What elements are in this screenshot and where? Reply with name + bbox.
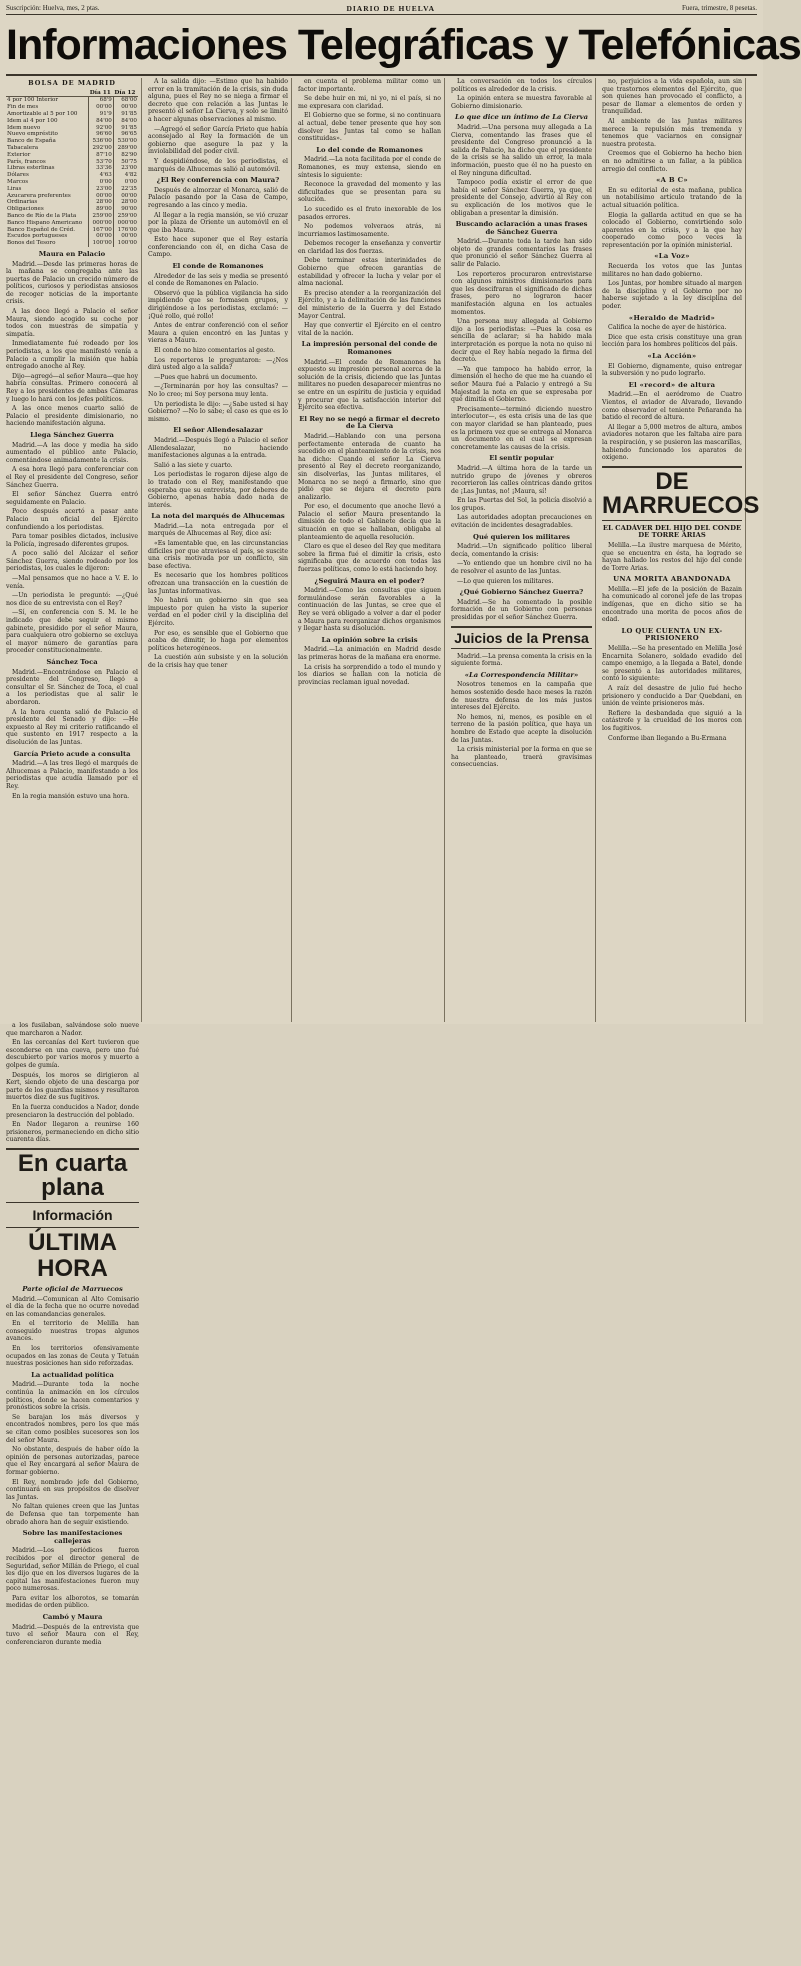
paragraph: Dijo—agregó—al señor Maura—que hoy habría consultas. Primero conocerá al Rey a los presidentes de ambas Cámaras y luego lo hará con los jefes políticos. (6, 372, 138, 403)
paragraph: Los reporteros procuraron entrevistarse con algunos ministros dimisionarios para que les descifraran el significado de dichas frases, pero no lograron hacer manifestación alguna en los actuales momentos. (451, 270, 592, 316)
paragraph: Madrid.—Se ha comentado la posible formación de un Gobierno con personas presididas por el señor Sánchez Guerra. (451, 598, 592, 621)
bolsa-row-label: Banco Español de Créd. (7, 226, 76, 233)
paragraph: Madrid.—La animación en Madrid desde las primeras horas de la mañana era enorme. (298, 646, 441, 661)
column-4 (451, 78, 596, 1022)
paragraph: —Sí, en conferencia con S. M. le he indicado que debe seguir el mismo gabinete, presidido por el señor Maura, para cualquiera otro gobierno se excluya el mayor número de garantías para proceder constitucionalmente. (6, 609, 138, 655)
bolsa-row-value: 000'00 (113, 220, 138, 227)
paragraph: Madrid.—En el aeródromo de Cuatro Vientos, el aviador de Alvarado, llevando como observador el teniente Peñaranda ha batido el record de altura. (602, 391, 742, 422)
paragraph: Es preciso atender a la reorganización del Ejército, y a la delimitación de las funciones del ministerio de la Guerra y del Estado Mayor Central. (298, 289, 441, 320)
paragraph: Melilla.—Se ha presentado en Melilla José Encarnita Solanero, soldado evadido del campo enemigo, a la llegada a Batel, donde se presentó a las autoridades militares, contó lo siguiente: (602, 645, 742, 683)
paragraph: Elogia la gallarda actitud en que se ha colocado el Gobierno, convirtiendo solo aparentes en la crisis, y a la que hay cooperado como poco veces la representación por la opinión ministerial. (602, 211, 742, 249)
paragraph: Un periodista le dijo: —¿Sabe usted si hay Gobierno? —No lo sabe; el caso es que es lo mismo. (148, 400, 288, 423)
paragraph: En la fuerza conducidos a Nador, donde presenciaron la destrucción del poblado. (6, 1103, 139, 1119)
bolsa-row-label: Obligaciones (7, 206, 44, 213)
bolsa-row-value: 530'00 (113, 138, 138, 145)
paragraph: La opinión entera se muestra favorable al Gobierno dimisionario. (451, 95, 592, 110)
paragraph: A las doce llegó a Palacio el señor Maura, siendo acogido su coche por todos con muestras de simpatía y simpatía. (6, 308, 138, 338)
column-5 (602, 78, 760, 1022)
bolsa-row-value: 33'36 (89, 165, 114, 172)
paragraph: Madrid.—Hablando con una persona perfectamente enterada de cuanto ha sucedido en el planteamiento de la crisis, nos ha dicho: Cuando el señor La Cierva presentó al Rey el decreto reorganizando, sin disolverlas, las Juntas militares, el Monarca no se negó a firmarlo, sino que pidió que se dejara el decreto para analizarlo. (298, 432, 441, 501)
informacion-heading: Información (32, 1206, 113, 1223)
paragraph: —Pues que habrá un documento. (154, 373, 258, 381)
bolsa-row-value: 28'00 (113, 199, 138, 206)
paragraph: Se barajan los más diversos y encontrados nombres, pero los que más se citan como posibles sucesores son los del señor Maura. (6, 1413, 139, 1444)
bolsa-row-value: 00'00 (113, 233, 138, 240)
section-heading: El sentir popular (489, 454, 554, 463)
bolsa-row (6, 118, 138, 125)
bolsa-row-value: 00'00 (113, 193, 138, 200)
bolsa-row-value: 91'9 (89, 111, 114, 118)
section-heading: El conde de Romanones (172, 262, 264, 271)
paragraph: Madrid.—La prensa comenta la crisis en la siguiente forma. (451, 652, 592, 668)
bolsa-row-value: 00'00 (89, 104, 114, 111)
paragraph: —Ya que tampoco ha habido error, la dimensión el hecho de que me ha cuando el señor Maura fué a Palacio y entregó a Su Majestad la nota en que se expresaba por qué dimitía el Gobierno. (451, 365, 592, 404)
section-heading: El «record» de altura (628, 380, 716, 389)
bolsa-row-value: 00'00 (89, 233, 114, 240)
bolsa-row-label: Banco de España (7, 138, 56, 145)
bolsa-row-value: 96'60 (89, 131, 114, 138)
subscription-local: Suscripción: Huelva, mes, 2 ptas. (6, 4, 100, 12)
paragraph: —Agregó el señor García Prieto que había aconsejado al Rey la formación de un gobierno que asegure la paz y la inviolabilidad del poder civil. (148, 125, 288, 156)
bolsa-row (6, 220, 138, 227)
bolsa-row-value: 289'00 (113, 145, 138, 152)
bolsa-row (6, 186, 138, 193)
section-heading: «Heraldo de Madrid» (628, 313, 716, 322)
paragraph: El señor Sánchez Guerra entró seguidamente en Palacio. (6, 491, 138, 506)
paragraph: La crisis ha sorprendido a todo el mundo y los diarios se hallan con la noticia de provincias reclaman igual novedad. (298, 663, 441, 686)
paragraph: Debemos recoger la enseñanza y convertir en claridad las dos fuerzas. (298, 240, 441, 255)
paragraph: Melilla.—La ilustre marquesa de Mérito, que se encuentra en ésta, ha logrado se hayan hallado los restos del hijo del conde de Torre Arias. (602, 541, 742, 572)
bolsa-row-value: 23'00 (89, 186, 114, 193)
bolsa-row-value: 92'00 (89, 125, 114, 132)
section-heading: La actualidad política (31, 1370, 114, 1379)
paragraph: A esa hora llegó para conferenciar con el Rey el presidente del Congreso, señor Sánchez Guerra. (6, 466, 138, 489)
paragraph: Los reporteros le preguntaron: —¿Nos dirá usted algo a la salida? (148, 356, 288, 372)
paragraph: —Lo que quieren los militares. (457, 577, 554, 585)
paragraph: Refiere la desbandada que siguió a la catástrofe y la crueldad de los moros con los fugitivos. (602, 709, 742, 732)
paragraph: En las cercanías del Kert tuvieron que esconderse en una cueva, pero uno fué descubierto por varios moros y muerto a golpes de gumía. (6, 1039, 139, 1069)
section-heading: ¿Seguirá Maura en el poder? (314, 576, 425, 585)
section-heading: La impresión personal del conde de Romanones (301, 340, 438, 356)
bolsa-row-value: 84'00 (113, 118, 138, 125)
paragraph: No obstante, después de haber oído la opinión de personas autorizadas, parece que el Rey encargará al señor Maura de formar gobierno. (6, 1446, 139, 1476)
paragraph: No podemos volveraos atrás, ni incurriamos lastimosamente. (298, 223, 441, 238)
bolsa-row-value: 00'00 (89, 193, 114, 200)
bolsa-row (6, 233, 138, 240)
bolsa-row-value: 000'00 (89, 220, 114, 227)
section-heading: Parte oficial de Marruecos (22, 1284, 123, 1293)
article-columns (6, 78, 760, 1646)
bolsa-row-value: 167'00 (89, 227, 114, 234)
section-heading: UNA MORITA ABANDONADA (613, 575, 731, 584)
section-heading: García Prieto acude a consulta (13, 749, 131, 758)
section-heading: El señor Allendesalazar (173, 426, 263, 435)
marruecos-subheading: EL CADÁVER DEL HIJO DEL CONDE DE TORRE ARIAS (602, 523, 742, 540)
paragraph: «Es lamentable que, en las circunstancias difíciles por que atraviesa el país, se suscite una crisis motivada por un conflicto, sin base efectiva. (148, 540, 288, 570)
paragraph: —Mal pensamos que no hace a V. E. lo venía. (6, 575, 138, 590)
bolsa-row-value: 23'00 (113, 165, 138, 172)
bolsa-header-cell: Día 11 (89, 90, 114, 97)
bolsa-row-label: Bonos del Tesoro (7, 240, 56, 247)
paragraph: Madrid.—Los periódicos fueron recibidos por el director general de Seguridad, señor Millán de Priego, el cual les dijo que en los diversos lugares de la capital las manifestaciones fueron muy poco numerosas. (6, 1547, 139, 1593)
paragraph: Madrid.—Desde las primeras horas de la mañana se congregaba ante las puertas de Palacio un crecido número de políticos, curiosos y periodistas ansiosos de recoger noticias de la importante crisis. (6, 260, 138, 306)
paragraph: El conde no hizo comentarios al gesto. (154, 347, 276, 354)
bolsa-row-label: París, francos (7, 158, 46, 165)
paragraph: Madrid.—Como las consultas que siguen formulándose serán favorables a la continuación de las Juntas, se cree que el Rey se verá obligado a volver a dar el poder a Maura para reorganizar dichos organismos y llegar hasta su disolución. (298, 587, 441, 633)
bolsa-row (6, 179, 138, 186)
bolsa-row-value: 96'65 (113, 131, 138, 138)
bolsa-row (6, 213, 138, 220)
bolsa-row-value: 4'63 (89, 172, 114, 179)
paragraph: —Un periodista le preguntó: —¿Qué nos dice de su entrevista con el Rey? (6, 592, 138, 607)
section-heading: El Rey no se negó a firmar el decreto de La Cierva (299, 414, 440, 431)
marruecos-heading: DE MARRUECOS (602, 467, 760, 519)
paragraph: Precisamente—terminó diciendo nuestro interlocutor—, es esta crisis una de las que con mayor claridad se han planteado, pues es la primera vez que se entrega al Monarca un documento en el cual se expresan concretamente las causas de la crisis. (451, 405, 592, 451)
bolsa-row-value: 259'00 (113, 213, 138, 220)
subscription-outside: Fuera, trimestre, 8 pesetas. (681, 4, 757, 12)
bolsa-row-value: 28'00 (89, 199, 114, 206)
press-reviews-heading: Juicios de la Prensa (451, 626, 592, 649)
column-1 (6, 78, 142, 1022)
bolsa-row-value: 90'00 (113, 206, 138, 213)
bolsa-row-label: Libras esterlinas (7, 165, 55, 172)
paragraph: La cuestión aún subsiste y en la solución de la crisis hay que tener (148, 654, 288, 669)
bolsa-row-label: Nuevo empréstito (7, 131, 58, 138)
bolsa-row (6, 97, 138, 104)
bolsa-row-value: 292'00 (89, 145, 114, 152)
paragraph: La crisis ministerial por la forma en que se ha planteado, traerá gravísimas consecuencias. (451, 746, 592, 769)
bolsa-row-value: 89'00 (89, 206, 114, 213)
bolsa-row-label: Tabacalera (7, 144, 39, 151)
paragraph: En la regia mansión estuvo una hora. (12, 792, 130, 800)
paragraph: Observó que la pública vigilancia ha sido impidiendo que se formasen grupos, y dirigiéndose a los periodistas, exclamó: —¡Qué rollo, qué rollo! (148, 289, 288, 320)
paragraph: Madrid.—Encontrándose en Palacio el presidente del Congreso, llegó a consultar el Sr. Sánchez de Toca, el cual a los periodistas que al salir le abordaron. (6, 668, 138, 706)
section-heading: La nota del marqués de Alhucemas (151, 512, 285, 521)
bolsa-row (6, 111, 138, 118)
bolsa-row-label: Amortizable al 5 por 100 (7, 110, 78, 117)
bolsa-row (6, 206, 138, 213)
paragraph: Madrid.—A las doce y media ha sido aumentado el público ante Palacio, comentándose animadamente la crisis. (6, 441, 138, 464)
bolsa-header-cell (6, 90, 89, 97)
bolsa-row-value: 82'90 (113, 152, 138, 159)
paragraph: Al ambiente de las Juntas militares merece la repulsión más tremenda y tenemos que vaciarnos en consignar nuestra protesta. (602, 117, 742, 148)
bolsa-row-label: Azucarera preferentes (7, 192, 71, 199)
paragraph: Tampoco podía existir el error de que había el señor Sánchez Guerra, ya que, el presidente del Consejo, advirtió al Rey con su explicación de los motivos que le obligaban a presentar la dimisión. (451, 179, 592, 217)
bolsa-row-label: 4 por 100 Interior (7, 97, 59, 104)
paragraph: no, perjuicios a la vida española, aun sin que trastornos elementos del Ejército, que son quienes han provocado el conflicto, a pesar de llamar a elementos de orden y tranquilidad. (602, 78, 742, 116)
masthead-strip (6, 2, 757, 15)
paragraph: No habrá un gobierno sin que sea impuesto por quien ha visto la superior verdad en el poder civil y la disciplina del Ejército. (148, 597, 288, 627)
paragraph: Dice que esta crisis constituye una gran lección para los hombres políticos del país. (602, 333, 742, 349)
paragraph: A la salida dijo: —Estimo que ha habido error en la tramitación de la crisis, sin duda alguna, pues el Rey no se niega a firmar el decreto que con relación a las Juntas le presentó el señor La Cierva, y solo se limitó a hacer algunas observaciones al mismo. (148, 78, 288, 123)
section-heading: «La Voz» (654, 252, 690, 261)
paragraph: —Yo entiendo que un hombre civil no ha de resolver el asunto de las Juntas. (451, 560, 592, 576)
newspaper-name: DIARIO DE HUELVA (346, 3, 435, 13)
bolsa-header-row (6, 90, 138, 97)
bolsa-row-label: Dólares (7, 172, 29, 179)
paragraph: Al llegar a la regia mansión, se vió cruzar por la plaza de Oriente un automóvil en el que iba Maura. (148, 211, 288, 234)
paragraph: A las once menos cuarto salió de Palacio el presidente dimisionario, no haciendo manifestación alguna. (6, 405, 138, 428)
bolsa-row-label: Exterior (7, 151, 31, 158)
bolsa-row-value: 176'00 (113, 227, 138, 234)
paragraph: En el territorio de Melilla han conseguido nuestras tropas algunos avances. (6, 1320, 139, 1343)
bolsa-row-value: 68'00 (113, 97, 138, 104)
column-6 (6, 1022, 142, 1966)
bolsa-row-value: 84'00 (89, 118, 114, 125)
bolsa-row-label: Idem nuevo (7, 124, 41, 131)
section-heading: Cambó y Maura (42, 1613, 103, 1622)
paragraph: Recuerda los votos que las Juntas militares no han dado gobierno. (602, 263, 742, 278)
paragraph: Por eso, el documento que anoche llevó a Palacio el señor Maura presentando la dimisión de todo el Gabinete decía que la situación en que se hallaban, obligaba al planteamiento de aquella resolución. (298, 503, 441, 541)
bolsa-row-label: Ordinarias (7, 199, 38, 206)
paragraph: El Gobierno que se forme, si no continuara al actual, debe tener presente que hoy son disolver las Juntas tal como se hallan constituidas». (298, 112, 441, 143)
bolsa-row-value: 0'00 (113, 179, 138, 186)
paragraph: Califica la noche de ayer de histórica. (608, 324, 727, 332)
paragraph: Conforme iban llegando a Bu-Ermana (608, 734, 727, 742)
paragraph: Al llegar a 5,000 metros de altura, ambos aviadores notaron que les faltaba aire para la respiración, y se pusieron las mascarillas, habiendo funcionado los aparatos de oxígeno. (602, 423, 742, 462)
bolsa-row-label: Banco Hispano Americano (7, 219, 83, 226)
bolsa-row (6, 240, 138, 247)
paragraph: Madrid.—Una persona muy allegada a La Cierva, comentando las frases que el presidente del Congreso pronunció a la salida de Palacio, ha dicho que el presidente de la crisis se ha salido un error, la mala información, puesto que él no ha puesto en el Rey ninguna dificultad. (451, 123, 592, 177)
paragraph: El Gobierno, dignamente, quiso entregar la subversión y no pudo lograrlo. (602, 362, 742, 378)
paragraph: Alrededor de las seis y media se presentó el conde de Romanones en Palacio. (148, 272, 288, 288)
paragraph: Claro es que el deseo del Rey que meditara sobre la firma fué el dimitir la crisis, esto significaba que de acuerdo con todas las fuerzas políticas, como lo está haciendo hoy. (298, 543, 441, 574)
bolsa-row-label: Fin de mes (7, 104, 39, 111)
paragraph: A la hora cuenta salió de Palacio el presidente del Senado y dijo: —He expuesto al Rey mi criterio ratificando el que sustento en 1917 respecto a la disolución de las Juntas. (6, 708, 138, 746)
column-3 (298, 78, 445, 1022)
main-headline: Informaciones Telegráficas y Telefónicas (6, 16, 757, 76)
bolsa-body (6, 97, 138, 247)
paragraph: No hemos, ni, menos, es posible en el terreno de la pasión política, que haya un hombre de Estado que acepte la disolución de las Juntas. (451, 713, 592, 744)
bolsa-row-label: Banco de Río de la Plata (7, 212, 77, 219)
section-heading: ¿Qué Gobierno Sánchez Guerra? (459, 588, 584, 597)
paragraph: Poco después acertó a pasar ante Palacio un oficial del Ejército confundiendo a los periodistas. (6, 508, 138, 531)
paragraph: Madrid.—Después de la entrevista que tuvo el señor Maura con el Rey, conferenciaron durante media (6, 1623, 139, 1646)
bolsa-table (6, 90, 138, 247)
bolsa-row (6, 227, 138, 234)
bolsa-row (6, 193, 138, 200)
bolsa-title: BOLSA DE MADRID (28, 79, 116, 87)
paragraph: Y despidiéndose, de los periodistas, el marqués de Alhucemas salió al automóvil. (148, 157, 288, 173)
paragraph: El Rey, nombrado jefe del Gobierno, continuará en sus propósitos de disolver las Juntas. (6, 1478, 139, 1501)
section-heading: «La Correspondencia Militar» (464, 670, 579, 679)
paragraph: Creemos que el Gobierno ha hecho bien en no admitirse a un fallar, a la pública arregio del conflicto. (602, 150, 742, 173)
section-heading: Sobre las manifestaciones callejeras (22, 1529, 123, 1545)
bolsa-row-label: Escudos portugueses (7, 233, 68, 240)
section-heading: LO QUE CUENTA UN EX-PRISIONERO (621, 626, 723, 643)
bolsa-row-value: 91'85 (113, 111, 138, 118)
bolsa-row-value: 00'00 (113, 104, 138, 111)
paragraph: Es necesario que los hombres políticos ofrezcan una transacción en la cuestión de las Juntas informativas. (148, 572, 288, 595)
bolsa-row-value: 4'82 (113, 172, 138, 179)
paragraph: Debe terminar estas interinidades de Gobierno que ofrecen garantías de estabilidad y ofrecer la lucha y velar por el alma nacional. (298, 257, 441, 288)
section-heading: Sánchez Toca (46, 658, 98, 667)
ultima-hora-heading: ÚLTIMA HORA (6, 1227, 139, 1282)
bolsa-header-cell: Día 12 (113, 90, 138, 97)
paragraph: a los fusilaban, salvándose solo nueve que marcharon a Nador. (6, 1022, 139, 1037)
section-heading: «La Acción» (647, 352, 697, 360)
section-heading: «A B C» (656, 176, 688, 185)
column-2 (148, 78, 292, 1022)
paragraph: En los territorios ofensivamente ocupados en las zonas de Ceuta y Tetuán nuestras posiciones han sido reforzadas. (6, 1345, 139, 1368)
bolsa-row-value: 50'75 (113, 159, 138, 166)
paragraph: Una persona muy allegada al Gobierno dijo a los periodistas: —Pues la cosa es sencilla de aclarar; si ha habido mala interpretación es porque la nota no quiso ni decir que el Rey había negado la firma del decreto. (451, 318, 592, 364)
bolsa-row (6, 104, 138, 111)
bolsa-row-value: 68'9 (89, 97, 114, 104)
bolsa-row-value: 536'00 (89, 138, 114, 145)
paragraph: Hay que convertir el Ejército en el centro vital de la nación. (298, 322, 441, 337)
paragraph: Madrid.—A las tres llegó el marqués de Alhucemas a Palacio, manifestando a los periodistas que acudía llamado por el Rey. (6, 760, 138, 790)
paragraph: Lo sucedido es el fruto inexorable de los pasados errores. (298, 205, 441, 221)
section-heading: ¿El Rey conferencia con Maura? (156, 176, 280, 185)
paragraph: La conversación en todos los círculos políticos es alrededor de la crisis. (451, 78, 592, 93)
section-heading: Lo que dice un íntimo de La Cierva (454, 113, 589, 122)
paragraph: Madrid.—El conde de Romanones ha expuesto su impresión personal acerca de la solución de la crisis, diciendo que las Juntas militares no pueden desaparecer mientras no se entre en un espíritu de justicia y equidad y procurar que la satisfacción interior del Ejército sea efectiva. (298, 358, 441, 412)
paragraph: Salió a las siete y cuarto. (154, 461, 233, 469)
paragraph: En las Puertas del Sol, la policía disolvió a los grupos. (451, 497, 592, 512)
cuarta-plana-heading: En cuarta plana (6, 1148, 139, 1203)
paragraph: Madrid.—Comunican al Alto Comisario el día de la fecha que no ocurre novedad en las comandancias generales. (6, 1295, 139, 1318)
bolsa-row-value: 100'00 (89, 240, 114, 247)
paragraph: Para tomar posibles dictados, inclusive la Policía, ingresado diferentes grupos. (6, 533, 138, 548)
bolsa-row-label: Idem al 4 por 100 (7, 117, 58, 124)
paragraph: Los Juntas, por hombre situado al margen de la disciplina y el Gobierno por no haberse sujetado a la ley disciplina del poder. (602, 280, 742, 311)
bolsa-row (6, 152, 138, 159)
bolsa-row (6, 159, 138, 166)
paragraph: Por eso, es sensible que el Gobierno que acaba de dimitir, lo haga por elementos políticos heterogéneos. (148, 629, 288, 652)
paragraph: Madrid.—Un significado político liberal decía, comentando la crisis: (451, 543, 592, 558)
bolsa-row-label: Marcos (7, 178, 29, 185)
bolsa-row-value: 53'70 (89, 159, 114, 166)
section-heading: Lo del conde de Romanones (316, 145, 423, 154)
bolsa-row-value: 100'00 (113, 240, 138, 247)
paragraph: en cuenta el problema militar como un factor importante. (298, 78, 441, 93)
paragraph: Después, los moros se dirigieron al Kert, siendo objeto de una descarga por parte de los guardias mismos y resultaron muertos diez de sus fugitivos. (6, 1071, 139, 1102)
paragraph: Se debe huir en mi, ni yo, ni el país, si no me expresara con claridad. (298, 95, 441, 110)
paragraph: Las autoridades adoptan precauciones en evitación de incidentes desagradables. (451, 514, 592, 530)
paragraph: Después de almorzar el Monarca, salió de Palacio pasando por la Casa de Campo, regresando a las cinco y media. (148, 186, 288, 209)
paragraph: —¿Terminarán por hoy las consultas? —No lo creo; mi Soy persona muy lenta. (148, 383, 288, 398)
section-heading: Buscando aclaración a unas frases de Sánchez Guerra (455, 220, 588, 236)
bolsa-row-label: Liras (7, 185, 22, 192)
bolsa-row-value: 91'85 (113, 125, 138, 132)
bolsa-row-value: 22'35 (113, 186, 138, 193)
bolsa-row-value: 87'10 (89, 152, 114, 159)
paragraph: Madrid.—La nota entregada por el marqués de Alhucemas al Rey, dice así: (148, 522, 288, 538)
paragraph: Madrid.—Durante toda la noche continúa la animación en los círculos políticos, donde se hacen comentarios y pronósticos sobre la crisis. (6, 1381, 139, 1412)
paragraph: Antes de entrar conferenció con el señor Maura a quien encontró en las Juntas y vieras a Maura. (148, 322, 288, 345)
bolsa-row (6, 145, 138, 152)
paragraph: Madrid.—Durante toda la tarde han sido objeto de grandes comentarios las frases que pronunció el señor Sánchez Guerra al salir de Palacio. (451, 238, 592, 269)
paragraph: Madrid.—La nota facilitada por el conde de Romanones, es muy extensa, siendo en síntesis lo siguiente: (298, 156, 441, 179)
paragraph: Inmediatamente fué rodeado por los periodistas, a los que manifestó venía a Palacio a cumplir la misión que había entregado anoche al Rey. (6, 340, 138, 371)
paragraph: Reconoce la gravedad del momento y las dificultades que se presentan para su solución. (298, 181, 441, 204)
section-heading: La opinión sobre la crisis (321, 635, 418, 644)
paragraph: Para evitar los alborotos, se tomarán medidas de orden público. (6, 1594, 139, 1610)
paragraph: A poco salió del Alcázar el señor Sánchez Guerra, siendo rodeado por los periodistas, los cuales le dijeron: (6, 550, 138, 573)
paragraph: A raíz del desastre de julio fué hecho prisionero y conducido a Dar Quebdani, en unión de veinte prisioneros más. (602, 685, 742, 708)
paragraph: En su editorial de esta mañana, publica un notabilísimo artículo tratando de la actual situación política. (602, 186, 742, 209)
section-heading: Llega Sánchez Guerra (30, 430, 114, 439)
paragraph: No faltan quienes creen que las Juntas de Defensa que tan torpemente han obrado ahora han de seguir existiendo. (6, 1503, 139, 1526)
bolsa-row (6, 172, 138, 179)
bolsa-row (6, 199, 138, 206)
paragraph: Esto hace suponer que el Rey estaría conferenciando con él, en dicha Casa de Campo. (148, 236, 288, 259)
bolsa-row-value: 259'00 (89, 213, 114, 220)
paragraph: Madrid.—A última hora de la tarde un nutrido grupo de jóvenes y obreros recorrieron las calles céntricas dando gritos de ¡Las Juntas, no! ¡Maura, sí! (451, 464, 592, 495)
paragraph: Madrid.—Después llegó a Palacio el señor Allendesalazar, no haciendo manifestaciones algunas a la entrada. (148, 436, 288, 460)
paragraph: Los periodistas le rogaron dijese algo de lo tratado con el Rey, manifestando que esperaba que su entrevista, por deberes de Gobierno, apenas había dado nada de interés. (148, 471, 288, 509)
section-heading: Maura en Palacio (38, 249, 106, 258)
bolsa-row-value: 0'00 (89, 179, 114, 186)
paragraph: En Nador llegaron a reunirse 160 prisioneros, permaneciendo en dicho sitio cuarenta días. (6, 1121, 139, 1144)
section-heading: Qué quieren los militares (473, 532, 570, 541)
paragraph: Melilla.—El jefe de la posición de Bazain ha comunicado al coronel jefe de las tropas indígenas, que en dicho sitio se ha encontrado una morita de pocos años de edad. (602, 585, 742, 624)
bolsa-row (6, 138, 138, 145)
paragraph: Nosotros tenemos en la campaña que hemos sostenido desde hace meses la razón de nuestra defensa de los más justos intereses del Ejército. (451, 681, 592, 712)
